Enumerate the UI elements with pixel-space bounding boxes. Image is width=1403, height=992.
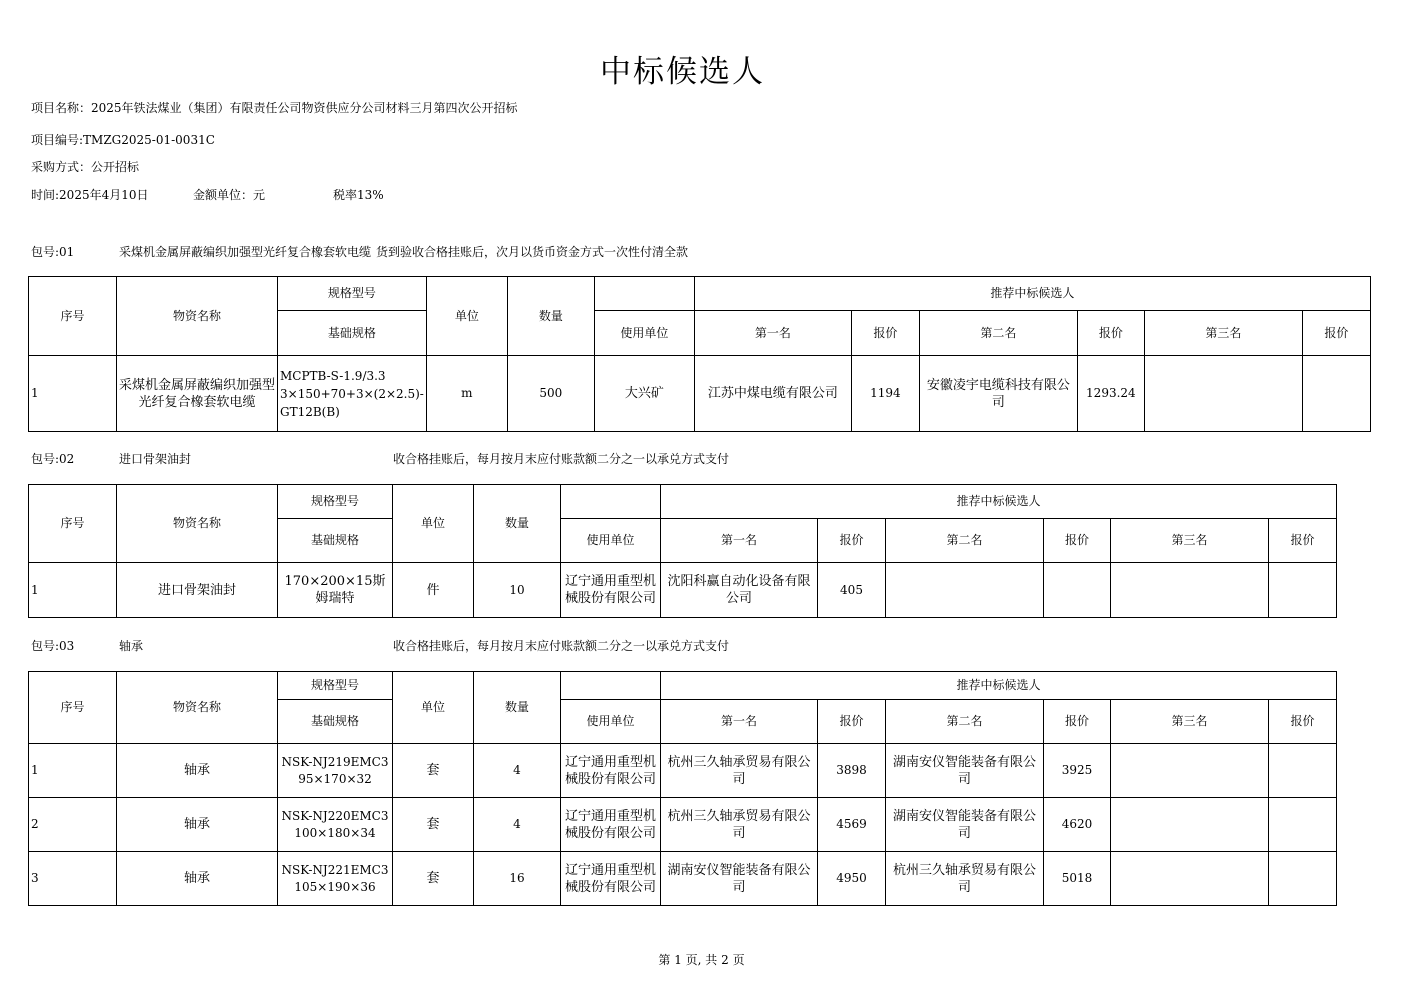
package-header <box>31 637 1351 653</box>
project-name: 项目名称：2025年铁法煤业（集团）有限责任公司物资供应分公司材料三月第四次公开招标 <box>31 101 518 115</box>
cell-price3 <box>1269 744 1337 798</box>
header-user: 使用单位 <box>594 311 694 356</box>
header-third: 第三名 <box>1144 311 1302 356</box>
cell-seq: 3 <box>29 852 117 906</box>
header-third: 第三名 <box>1111 700 1269 744</box>
package-table <box>28 484 1337 618</box>
cell-price3 <box>1269 852 1337 906</box>
cell-user: 辽宁通用重型机械股份有限公司 <box>561 744 661 798</box>
header-qty: 数量 <box>474 672 561 744</box>
header-spec-group: 规格型号 <box>278 277 427 311</box>
header-unit: 单位 <box>393 485 474 563</box>
header-first: 第一名 <box>661 700 818 744</box>
cell-qty: 500 <box>507 356 594 432</box>
cell-first: 沈阳科赢自动化设备有限公司 <box>661 563 818 618</box>
cell-unit: 套 <box>393 744 474 798</box>
header-recommend: 推荐中标候选人 <box>661 485 1337 519</box>
cell-seq: 2 <box>29 798 117 852</box>
table-row <box>29 744 1337 798</box>
header-unit: 单位 <box>393 672 474 744</box>
cell-spec: NSK-NJ219EMC3 95×170×32 <box>278 744 393 798</box>
cell-second <box>886 563 1044 618</box>
procurement-method: 采购方式：公开招标 <box>31 160 140 174</box>
header-price2: 报价 <box>1077 311 1144 356</box>
cell-second: 湖南安仪智能装备有限公司 <box>886 744 1044 798</box>
cell-price1: 3898 <box>818 744 886 798</box>
cell-name: 轴承 <box>117 798 278 852</box>
header-second: 第二名 <box>886 700 1044 744</box>
cell-user: 辽宁通用重型机械股份有限公司 <box>561 563 661 618</box>
cell-spec: NSK-NJ220EMC3 100×180×34 <box>278 798 393 852</box>
tax-rate: 税率13% <box>333 188 384 202</box>
cell-second: 杭州三久轴承贸易有限公司 <box>886 852 1044 906</box>
cell-price2: 3925 <box>1044 744 1111 798</box>
cell-price1: 405 <box>818 563 886 618</box>
package-number: 包号:01 <box>31 245 75 259</box>
header-recommend: 推荐中标候选人 <box>694 277 1370 311</box>
header-price2: 报价 <box>1044 519 1111 563</box>
package-table <box>28 671 1337 906</box>
cell-third <box>1111 744 1269 798</box>
cell-price2: 4620 <box>1044 798 1111 852</box>
cell-second: 湖南安仪智能装备有限公司 <box>886 798 1044 852</box>
header-third: 第三名 <box>1111 519 1269 563</box>
package-item: 采煤机金属屏蔽编织加强型光纤复合橡套软电缆 <box>119 245 372 259</box>
meta-line <box>31 186 384 203</box>
cell-price3 <box>1269 798 1337 852</box>
header-blank <box>594 277 694 311</box>
package-payment: 收合格挂账后，每月按月末应付账款额二分之一以承兑方式支付 <box>393 452 730 466</box>
header-blank <box>561 672 661 700</box>
cell-price2: 1293.24 <box>1077 356 1144 432</box>
cell-third <box>1111 798 1269 852</box>
cell-first: 杭州三久轴承贸易有限公司 <box>661 798 818 852</box>
header-first: 第一名 <box>694 311 851 356</box>
cell-qty: 4 <box>474 798 561 852</box>
header-price1: 报价 <box>818 519 886 563</box>
cell-price1: 1194 <box>851 356 919 432</box>
header-price3: 报价 <box>1269 700 1337 744</box>
table-row <box>29 798 1337 852</box>
currency-unit: 金额单位：元 <box>193 188 266 202</box>
header-price3: 报价 <box>1302 311 1370 356</box>
cell-qty: 4 <box>474 744 561 798</box>
package-payment: 货到验收合格挂账后，次月以货币资金方式一次性付清全款 <box>376 245 689 259</box>
cell-price2 <box>1044 563 1111 618</box>
header-price1: 报价 <box>818 700 886 744</box>
package-table <box>28 276 1371 432</box>
header-spec: 基础规格 <box>278 311 427 356</box>
header-price1: 报价 <box>851 311 919 356</box>
cell-qty: 16 <box>474 852 561 906</box>
package-number: 包号:02 <box>31 452 75 466</box>
package-number: 包号:03 <box>31 639 75 653</box>
header-second: 第二名 <box>919 311 1077 356</box>
cell-unit: 套 <box>393 798 474 852</box>
bid-date: 时间:2025年4月10日 <box>31 188 149 202</box>
cell-unit: 件 <box>393 563 474 618</box>
cell-price3 <box>1302 356 1370 432</box>
page-title: 中标候选人 <box>600 54 765 90</box>
page-footer: 第 1 页, 共 2 页 <box>658 953 745 967</box>
header-spec-group: 规格型号 <box>278 485 393 519</box>
cell-user: 辽宁通用重型机械股份有限公司 <box>561 852 661 906</box>
cell-user: 大兴矿 <box>594 356 694 432</box>
table-row <box>29 563 1337 618</box>
header-seq: 序号 <box>29 672 117 744</box>
header-name: 物资名称 <box>117 672 278 744</box>
header-spec: 基础规格 <box>278 700 393 744</box>
header-user: 使用单位 <box>561 519 661 563</box>
cell-third <box>1144 356 1302 432</box>
header-seq: 序号 <box>29 277 117 356</box>
cell-third <box>1111 563 1269 618</box>
package-payment: 收合格挂账后，每月按月末应付账款额二分之一以承兑方式支付 <box>393 639 730 653</box>
cell-first: 杭州三久轴承贸易有限公司 <box>661 744 818 798</box>
header-spec: 基础规格 <box>278 519 393 563</box>
header-qty: 数量 <box>507 277 594 356</box>
header-recommend: 推荐中标候选人 <box>661 672 1337 700</box>
header-price2: 报价 <box>1044 700 1111 744</box>
cell-unit: 套 <box>393 852 474 906</box>
cell-first: 江苏中煤电缆有限公司 <box>694 356 851 432</box>
cell-seq: 1 <box>29 356 117 432</box>
cell-name: 轴承 <box>117 852 278 906</box>
cell-price1: 4569 <box>818 798 886 852</box>
cell-first: 湖南安仪智能装备有限公司 <box>661 852 818 906</box>
table-row <box>29 356 1371 432</box>
cell-third <box>1111 852 1269 906</box>
cell-unit: m <box>426 356 507 432</box>
header-first: 第一名 <box>661 519 818 563</box>
header-name: 物资名称 <box>117 485 278 563</box>
cell-seq: 1 <box>29 563 117 618</box>
cell-seq: 1 <box>29 744 117 798</box>
cell-name: 轴承 <box>117 744 278 798</box>
header-user: 使用单位 <box>561 700 661 744</box>
cell-price3 <box>1269 563 1337 618</box>
cell-user: 辽宁通用重型机械股份有限公司 <box>561 798 661 852</box>
cell-name: 进口骨架油封 <box>117 563 278 618</box>
header-seq: 序号 <box>29 485 117 563</box>
header-blank <box>561 485 661 519</box>
cell-qty: 10 <box>474 563 561 618</box>
package-item: 轴承 <box>119 639 144 653</box>
cell-price1: 4950 <box>818 852 886 906</box>
header-name: 物资名称 <box>117 277 278 356</box>
cell-name: 采煤机金属屏蔽编织加强型光纤复合橡套软电缆 <box>117 356 278 432</box>
cell-second: 安徽凌宇电缆科技有限公司 <box>919 356 1077 432</box>
project-number: 项目编号:TMZG2025-01-0031C <box>31 133 215 147</box>
header-unit: 单位 <box>426 277 507 356</box>
package-item: 进口骨架油封 <box>119 452 192 466</box>
cell-spec: 170×200×15斯姆瑞特 <box>278 563 393 618</box>
cell-spec: MCPTB-S-1.9/3.3 3×150+70+3×(2×2.5)-GT12B(B) <box>278 356 427 432</box>
table-row <box>29 852 1337 906</box>
header-second: 第二名 <box>886 519 1044 563</box>
package-header <box>31 243 1351 259</box>
package-header <box>31 450 1351 466</box>
cell-spec: NSK-NJ221EMC3 105×190×36 <box>278 852 393 906</box>
header-spec-group: 规格型号 <box>278 672 393 700</box>
header-price3: 报价 <box>1269 519 1337 563</box>
header-qty: 数量 <box>474 485 561 563</box>
cell-price2: 5018 <box>1044 852 1111 906</box>
